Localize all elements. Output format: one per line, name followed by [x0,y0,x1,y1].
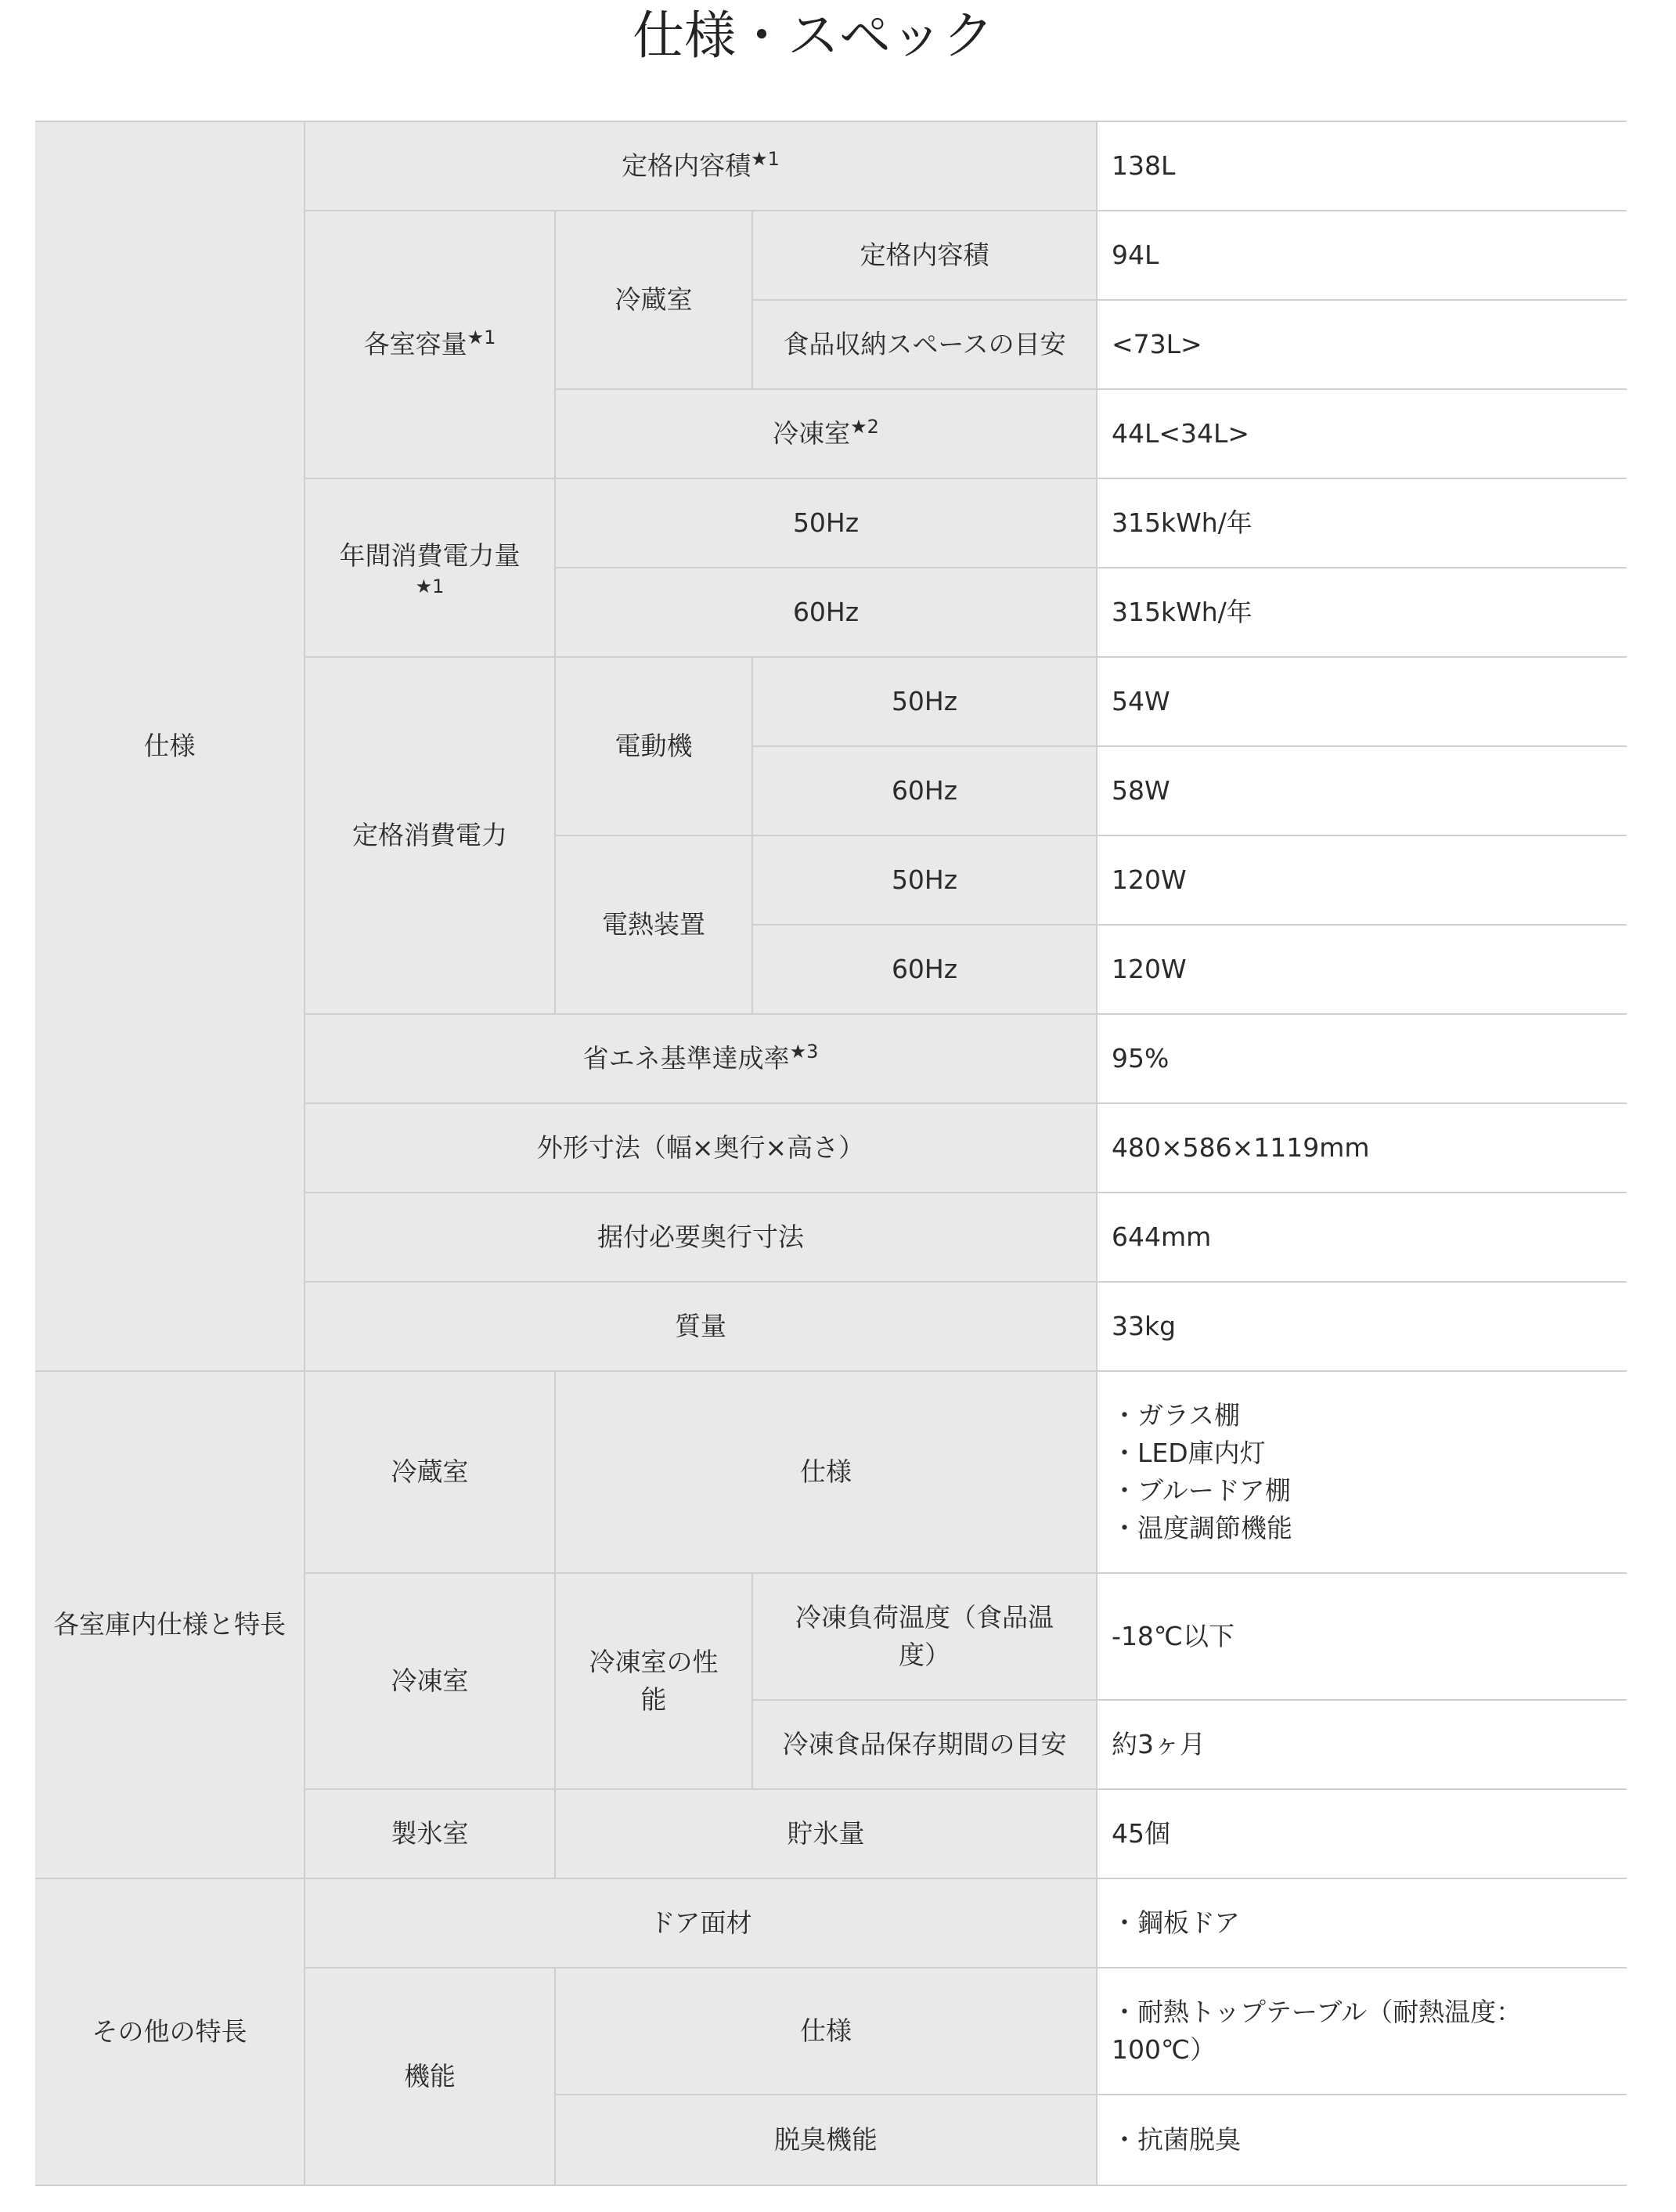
fridge-rated-label: 定格内容積 [752,211,1097,300]
annual-power-50hz-label: 50Hz [555,478,1097,568]
ice-label: 貯氷量 [555,1789,1097,1878]
rated-capacity-value: 138L [1097,121,1627,211]
fridge-features-value [1097,1371,1627,1573]
fridge-rated-value: 94L [1097,211,1627,300]
freezer-capacity-label [555,389,1097,478]
freezer-temp-value: -18℃以下 [1097,1573,1627,1700]
room-capacity-label [305,211,555,478]
function-spec-line: 100℃） [1112,2034,1216,2065]
annual-power-60hz-label: 60Hz [555,568,1097,657]
energy-rate-value: 95% [1097,1014,1627,1103]
annual-power-text: 年間消費電力量 [339,540,521,571]
energy-rate-text: 省エネ基準達成率 [582,1043,790,1074]
freezer-capacity-text: 冷凍室 [773,418,851,449]
feature-item: ・温度調節機能 [1112,1513,1293,1543]
spec-table [35,121,1627,2186]
install-depth-value: 644mm [1097,1193,1627,1282]
heater-60hz-value: 120W [1097,925,1627,1014]
weight-value: 33kg [1097,1282,1627,1371]
section-spec: 仕様 [35,121,305,1371]
section-other: その他の特長 [35,1878,305,2185]
heater-50hz-value: 120W [1097,835,1627,925]
footnote-mark: ★2 [850,416,879,438]
weight-label: 質量 [305,1282,1097,1371]
rated-power-label: 定格消費電力 [305,657,555,1014]
function-label: 機能 [305,1968,555,2185]
feature-item: ・ガラス棚 [1112,1400,1241,1431]
freezer-period-label: 冷凍食品保存期間の目安 [752,1700,1097,1789]
fridge-label: 冷蔵室 [555,211,752,389]
table-row [35,121,1627,211]
fridge-storage-value: <73L> [1097,300,1627,389]
freezer-period-value: 約3ヶ月 [1097,1700,1627,1789]
ice-room: 製氷室 [305,1789,555,1878]
motor-label: 電動機 [555,657,752,835]
door-label: ドア面材 [305,1878,1097,1968]
room-capacity-text: 各室容量 [363,329,467,359]
freezer-temp-label [752,1573,1097,1700]
freezer-performance-line: 能 [640,1684,667,1715]
door-value: ・鋼板ドア [1097,1878,1627,1968]
heater-label: 電熱装置 [555,835,752,1014]
freezer-performance-label [555,1573,752,1789]
dimensions-label: 外形寸法（幅×奥行×高さ） [305,1103,1097,1193]
rated-capacity-text: 定格内容積 [622,150,751,181]
dimensions-value: 480×586×1119mm [1097,1103,1627,1193]
footnote-mark: ★1 [751,148,780,170]
table-row [35,1371,1627,1573]
feature-item: ・ブルードア棚 [1112,1475,1291,1506]
motor-60hz-value: 58W [1097,746,1627,835]
section-interior: 各室庫内仕様と特長 [35,1371,305,1878]
freezer-features-room: 冷凍室 [305,1573,555,1789]
function-spec-label: 仕様 [555,1968,1097,2095]
freezer-temp-line: 冷凍負荷温度（食品温 [795,1602,1054,1633]
table-row [35,1878,1627,1968]
feature-item: ・LED庫内灯 [1112,1438,1266,1468]
page-title: 仕様・スペック [633,5,994,66]
deodor-value: ・抗菌脱臭 [1097,2095,1627,2185]
fridge-features-room: 冷蔵室 [305,1371,555,1573]
motor-50hz-value: 54W [1097,657,1627,746]
heater-50hz-label: 50Hz [752,835,1097,925]
footnote-mark: ★1 [415,576,445,597]
function-spec-value [1097,1968,1627,2095]
fridge-storage-label: 食品収納スペースの目安 [752,300,1097,389]
freezer-temp-line: 度） [899,1640,951,1670]
freezer-performance-line: 冷凍室の性 [589,1647,719,1677]
annual-power-60hz-value: 315kWh/年 [1097,568,1627,657]
rated-capacity-label [305,121,1097,211]
function-spec-line: ・耐熱トップテーブル（耐熱温度： [1112,1997,1523,2027]
heater-60hz-label: 60Hz [752,925,1097,1014]
ice-value: 45個 [1097,1789,1627,1878]
motor-60hz-label: 60Hz [752,746,1097,835]
deodor-label: 脱臭機能 [555,2095,1097,2185]
footnote-mark: ★1 [467,327,496,348]
motor-50hz-label: 50Hz [752,657,1097,746]
annual-power-50hz-value: 315kWh/年 [1097,478,1627,568]
fridge-features-label: 仕様 [555,1371,1097,1573]
footnote-mark: ★3 [789,1041,819,1063]
install-depth-label: 据付必要奥行寸法 [305,1193,1097,1282]
energy-rate-label [305,1014,1097,1103]
annual-power-label [305,478,555,657]
freezer-capacity-value: 44L<34L> [1097,389,1627,478]
